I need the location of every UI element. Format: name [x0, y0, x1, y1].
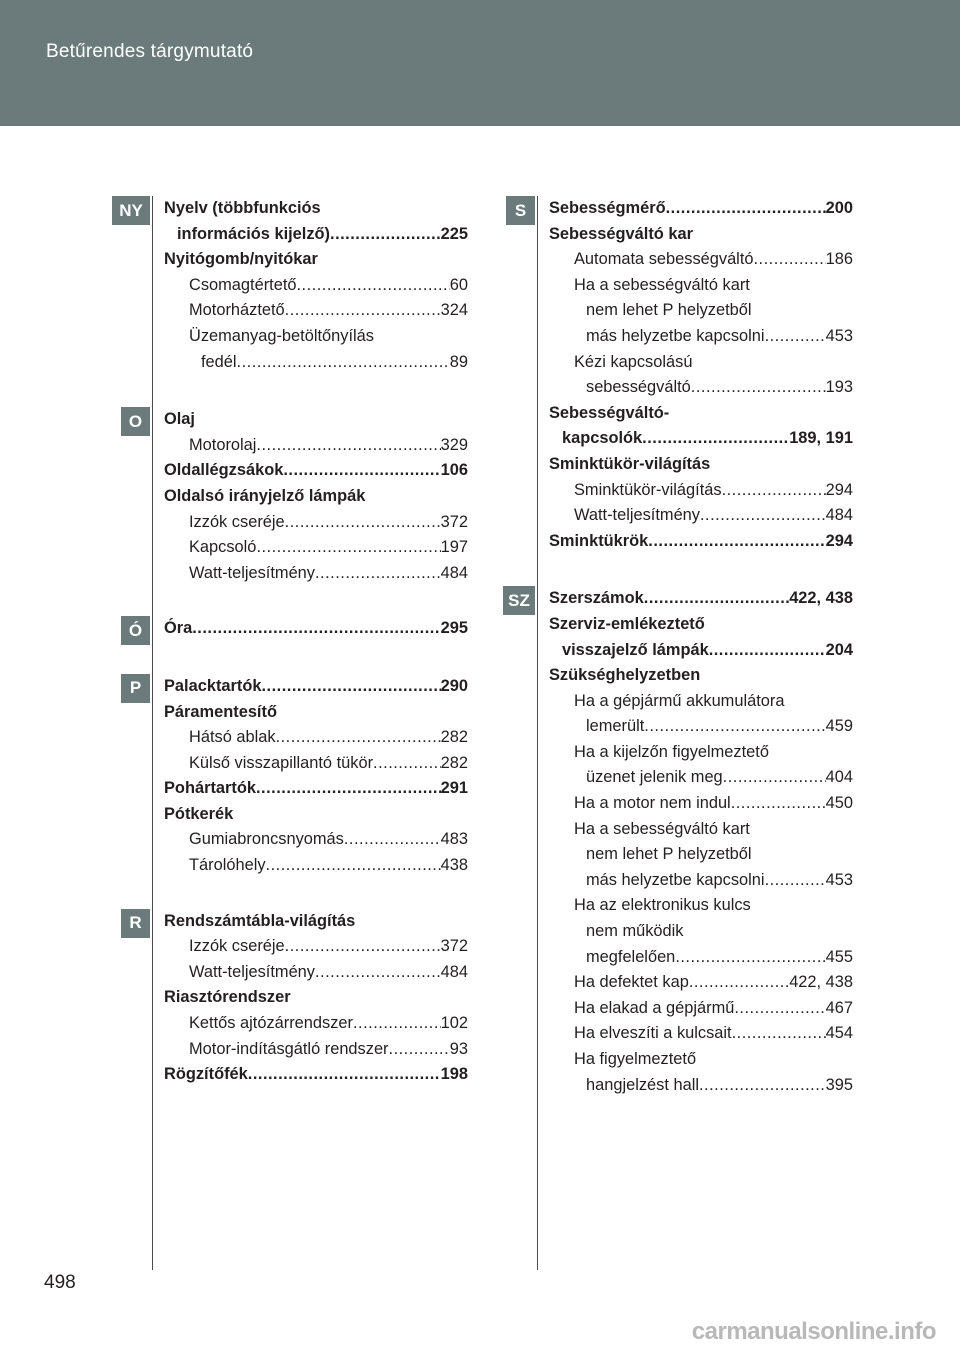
entry-page-number: 467	[825, 998, 853, 1017]
entry-term: sebességváltó	[586, 378, 691, 397]
entry-term: Palacktartók	[164, 676, 262, 695]
entry-term: Ha a gépjármű akkumulátora	[574, 691, 785, 710]
index-entry	[164, 700, 468, 726]
index-entry	[164, 616, 468, 642]
entry-page-number: 204	[825, 640, 853, 659]
dot-leader	[256, 776, 441, 802]
entry-term: más helyzetbe kapcsolni	[586, 870, 765, 889]
dot-leader	[192, 616, 440, 642]
entry-page-number: 291	[440, 779, 468, 798]
entry-page-number: 89	[449, 352, 468, 371]
entry-page-number: 225	[440, 224, 468, 243]
entry-page-number: 200	[825, 199, 853, 217]
page-header	[0, 0, 960, 126]
entry-term: Sebességváltó-	[549, 403, 670, 422]
entry-page-number: 455	[825, 947, 853, 966]
index-entry	[164, 776, 468, 802]
index-entry	[549, 273, 853, 299]
index-section	[119, 196, 468, 375]
entry-term: Szükséghelyzetben	[549, 666, 701, 685]
dot-leader	[644, 714, 825, 740]
index-entry	[549, 401, 853, 427]
index-entry	[549, 765, 853, 791]
entry-term: Kapcsoló	[189, 538, 257, 557]
dot-leader	[765, 324, 826, 350]
entry-page-number: 324	[440, 301, 468, 320]
entry-term: Óra	[164, 619, 193, 638]
entry-page-number: 282	[440, 753, 468, 772]
index-entry	[549, 503, 853, 529]
index-entry	[164, 1037, 468, 1063]
entry-term: Szerszámok	[549, 589, 644, 608]
entry-term: Motor-indításgátló rendszer	[189, 1039, 389, 1058]
index-column-left	[119, 196, 468, 1088]
entry-term: Riasztórendszer	[164, 988, 291, 1007]
entry-term: nem lehet P helyzetből	[586, 301, 752, 320]
index-entry	[549, 196, 853, 222]
index-entry	[549, 247, 853, 273]
entry-term: nem lehet P helyzetből	[586, 845, 752, 864]
entry-term: Ha a sebességváltó kart	[574, 275, 750, 294]
index-column-right	[508, 196, 853, 1098]
index-entry	[549, 817, 853, 843]
index-entry	[549, 324, 853, 350]
entry-term: Nyelv (többfunkciós	[164, 199, 321, 217]
index-entry	[164, 484, 468, 510]
dot-leader	[344, 827, 441, 853]
dot-leader	[330, 222, 441, 248]
index-entry	[549, 426, 853, 452]
dot-leader	[666, 196, 826, 222]
entry-term: nem működik	[586, 922, 684, 941]
entry-term: Ha elveszíti a kulcsait	[574, 1024, 732, 1043]
dot-leader	[262, 674, 441, 700]
index-entry	[549, 612, 853, 638]
index-entry	[164, 247, 468, 273]
dot-leader	[722, 478, 826, 504]
index-entry	[164, 324, 468, 350]
index-entry	[549, 842, 853, 868]
entry-term: Kézi kapcsolású	[574, 352, 693, 371]
index-entry	[164, 853, 468, 879]
entry-page-number: 198	[440, 1065, 468, 1084]
index-entry	[549, 791, 853, 817]
index-entry	[164, 674, 468, 700]
entry-page-number: 197	[440, 538, 468, 557]
entry-term: Sebességváltó kar	[549, 224, 693, 243]
entry-page-number: 372	[440, 937, 468, 956]
index-entry	[164, 535, 468, 561]
entry-term: kapcsolók	[562, 429, 643, 448]
entry-term: Rögzítőfék	[164, 1065, 248, 1084]
index-entry	[549, 970, 853, 996]
dot-leader	[315, 561, 441, 587]
index-section	[129, 674, 468, 879]
index-section	[508, 586, 853, 1098]
entry-term: Sminktükör-világítás	[549, 454, 711, 473]
entry-page-number: 484	[440, 962, 468, 981]
left-column-rule	[152, 196, 153, 1270]
index-entry	[549, 893, 853, 919]
dot-leader	[353, 1011, 441, 1037]
dot-leader	[373, 751, 441, 777]
letter-tab: S	[506, 196, 535, 225]
dot-leader	[732, 1021, 826, 1047]
letter-tab: NY	[112, 196, 150, 225]
entry-term: lemerült	[586, 717, 645, 736]
entry-page-number: 290	[440, 676, 468, 695]
index-entry	[549, 529, 853, 555]
entry-term: Sebességmérő	[549, 199, 666, 217]
dot-leader	[709, 638, 826, 664]
dot-leader	[699, 1073, 826, 1099]
index-entry	[164, 1062, 468, 1088]
dot-leader	[283, 458, 440, 484]
index-entry	[164, 909, 468, 935]
index-entry	[164, 222, 468, 248]
index-entry	[549, 919, 853, 945]
letter-tab: O	[121, 407, 150, 436]
entry-page-number: 189, 191	[789, 429, 853, 448]
dot-leader	[642, 426, 789, 452]
entry-term: hangjelzést hall	[586, 1075, 699, 1094]
index-section	[514, 196, 853, 554]
entry-term: Csomagtértető	[189, 275, 297, 294]
entry-page-number: 450	[825, 794, 853, 813]
entry-term: Ha a sebességváltó kart	[574, 819, 750, 838]
index-entry	[164, 960, 468, 986]
entry-term: Ha figyelmeztető	[574, 1050, 697, 1068]
right-column-rule	[537, 196, 538, 1270]
entry-term: Nyitógomb/nyitókar	[164, 250, 318, 269]
index-entry	[549, 478, 853, 504]
entry-term: visszajelző lámpák	[562, 640, 709, 659]
index-entry	[549, 714, 853, 740]
entry-page-number: 106	[440, 461, 468, 480]
dot-leader	[389, 1037, 450, 1063]
dot-leader	[266, 853, 441, 879]
dot-leader	[256, 535, 440, 561]
index-entry	[549, 868, 853, 894]
entry-term: Watt-teljesítmény	[574, 506, 700, 525]
index-entry	[164, 827, 468, 853]
watermark-text: carmanualsonline.info	[691, 1318, 936, 1345]
entry-term: Pohártartók	[164, 779, 256, 798]
dot-leader	[675, 945, 825, 971]
entry-page-number: 329	[440, 435, 468, 454]
entry-term: Izzók cseréje	[189, 937, 285, 956]
index-entry	[164, 407, 468, 433]
entry-term: Ha elakad a gépjármű	[574, 998, 735, 1017]
entry-term: Automata sebességváltó	[574, 250, 754, 269]
entry-page-number: 395	[825, 1075, 853, 1094]
index-section	[129, 909, 468, 1088]
entry-page-number: 193	[825, 378, 853, 397]
entry-page-number: 453	[825, 326, 853, 345]
entry-term: Külső visszapillantó tükör	[189, 753, 374, 772]
index-entry	[164, 751, 468, 777]
entry-term: Ha a kijelzőn figyelmeztető	[574, 742, 769, 761]
dot-leader	[731, 791, 826, 817]
entry-term: Pótkerék	[164, 804, 234, 823]
dot-leader	[765, 868, 826, 894]
index-entry	[549, 638, 853, 664]
entry-page-number: 186	[825, 250, 853, 269]
entry-page-number: 282	[440, 728, 468, 747]
index-entry	[164, 298, 468, 324]
entry-term: Sminktükrök	[549, 531, 649, 550]
entry-page-number: 404	[825, 768, 853, 787]
index-entry	[549, 740, 853, 766]
index-entry	[164, 433, 468, 459]
dot-leader	[723, 765, 826, 791]
entry-term: Oldallégzsákok	[164, 461, 284, 480]
index-entry	[549, 586, 853, 612]
entry-term: Motorolaj	[189, 435, 257, 454]
dot-leader	[315, 960, 441, 986]
entry-term: Kettős ajtózárrendszer	[189, 1014, 353, 1033]
entry-term: Páramentesítő	[164, 702, 277, 721]
entry-term: Hátsó ablak	[189, 728, 276, 747]
page-number: 498	[44, 1272, 76, 1293]
index-entry	[164, 350, 468, 376]
entry-term: Tárolóhely	[189, 856, 266, 875]
index-entry	[549, 1021, 853, 1047]
index-entry	[164, 196, 468, 222]
index-entry	[549, 945, 853, 971]
index-entry	[164, 802, 468, 828]
entry-term: Olaj	[164, 410, 195, 429]
dot-leader	[237, 350, 450, 376]
dot-leader	[256, 433, 440, 459]
entry-page-number: 484	[440, 563, 468, 582]
entry-term: Sminktükör-világítás	[574, 480, 722, 499]
index-section	[128, 616, 468, 642]
entry-term: megfelelően	[586, 947, 676, 966]
entry-page-number: 295	[440, 619, 468, 638]
entry-page-number: 93	[449, 1039, 468, 1058]
index-entry	[549, 375, 853, 401]
index-entry	[164, 561, 468, 587]
entry-page-number: 294	[825, 531, 853, 550]
entry-term: Üzemanyag-betöltőnyílás	[189, 326, 374, 345]
entry-term: Szerviz-emlékeztető	[549, 614, 705, 633]
entry-page-number: 60	[449, 275, 468, 294]
entry-term: Watt-teljesítmény	[189, 962, 315, 981]
dot-leader	[648, 529, 825, 555]
entry-term: Oldalsó irányjelző lámpák	[164, 486, 366, 505]
index-entry	[549, 1073, 853, 1099]
letter-tab: SZ	[503, 586, 535, 615]
index-entry	[164, 725, 468, 751]
entry-term: fedél	[201, 352, 237, 371]
entry-term: Rendszámtábla-világítás	[164, 911, 356, 930]
index-entry	[164, 273, 468, 299]
index-entry	[549, 663, 853, 689]
dot-leader	[285, 510, 441, 536]
entry-term: Motorháztető	[189, 301, 285, 320]
entry-term: Ha defektet kap	[574, 973, 689, 992]
index-entry	[549, 689, 853, 715]
dot-leader	[644, 586, 789, 612]
entry-term: más helyzetbe kapcsolni	[586, 326, 765, 345]
entry-page-number: 102	[440, 1014, 468, 1033]
dot-leader	[297, 273, 450, 299]
dot-leader	[285, 298, 441, 324]
dot-leader	[285, 934, 441, 960]
entry-term: Watt-teljesítmény	[189, 563, 315, 582]
entry-term: üzenet jelenik meg	[586, 768, 723, 787]
entry-term: Ha az elektronikus kulcs	[574, 896, 751, 915]
letter-tab: P	[121, 674, 150, 703]
dot-leader	[276, 725, 441, 751]
entry-page-number: 454	[825, 1024, 853, 1043]
entry-term: információs kijelző)	[177, 224, 331, 243]
dot-leader	[689, 970, 789, 996]
entry-term: Ha a motor nem indul	[574, 794, 731, 813]
entry-page-number: 483	[440, 830, 468, 849]
dot-leader	[754, 247, 826, 273]
entry-page-number: 438	[440, 856, 468, 875]
index-entry	[549, 298, 853, 324]
index-entry	[549, 1047, 853, 1073]
entry-term: Gumiabroncsnyomás	[189, 830, 344, 849]
letter-tab: Ó	[121, 616, 150, 645]
index-entry	[549, 452, 853, 478]
entry-term: Izzók cseréje	[189, 512, 285, 531]
dot-leader	[700, 503, 826, 529]
entry-page-number: 372	[440, 512, 468, 531]
entry-page-number: 294	[825, 480, 853, 499]
index-entry	[164, 510, 468, 536]
index-entry	[549, 996, 853, 1022]
dot-leader	[691, 375, 826, 401]
index-section	[128, 407, 468, 586]
header-title: Betűrendes tárgymutató	[46, 41, 254, 62]
index-entry	[549, 222, 853, 248]
entry-page-number: 422, 438	[789, 973, 853, 992]
dot-leader	[248, 1062, 441, 1088]
entry-page-number: 422, 438	[789, 589, 853, 608]
index-entry	[549, 350, 853, 376]
entry-page-number: 453	[825, 870, 853, 889]
entry-page-number: 484	[825, 506, 853, 525]
dot-leader	[734, 996, 825, 1022]
letter-tab: R	[121, 909, 150, 938]
entry-page-number: 459	[825, 717, 853, 736]
index-entry	[164, 985, 468, 1011]
index-entry	[164, 934, 468, 960]
index-entry	[164, 458, 468, 484]
index-entry	[164, 1011, 468, 1037]
